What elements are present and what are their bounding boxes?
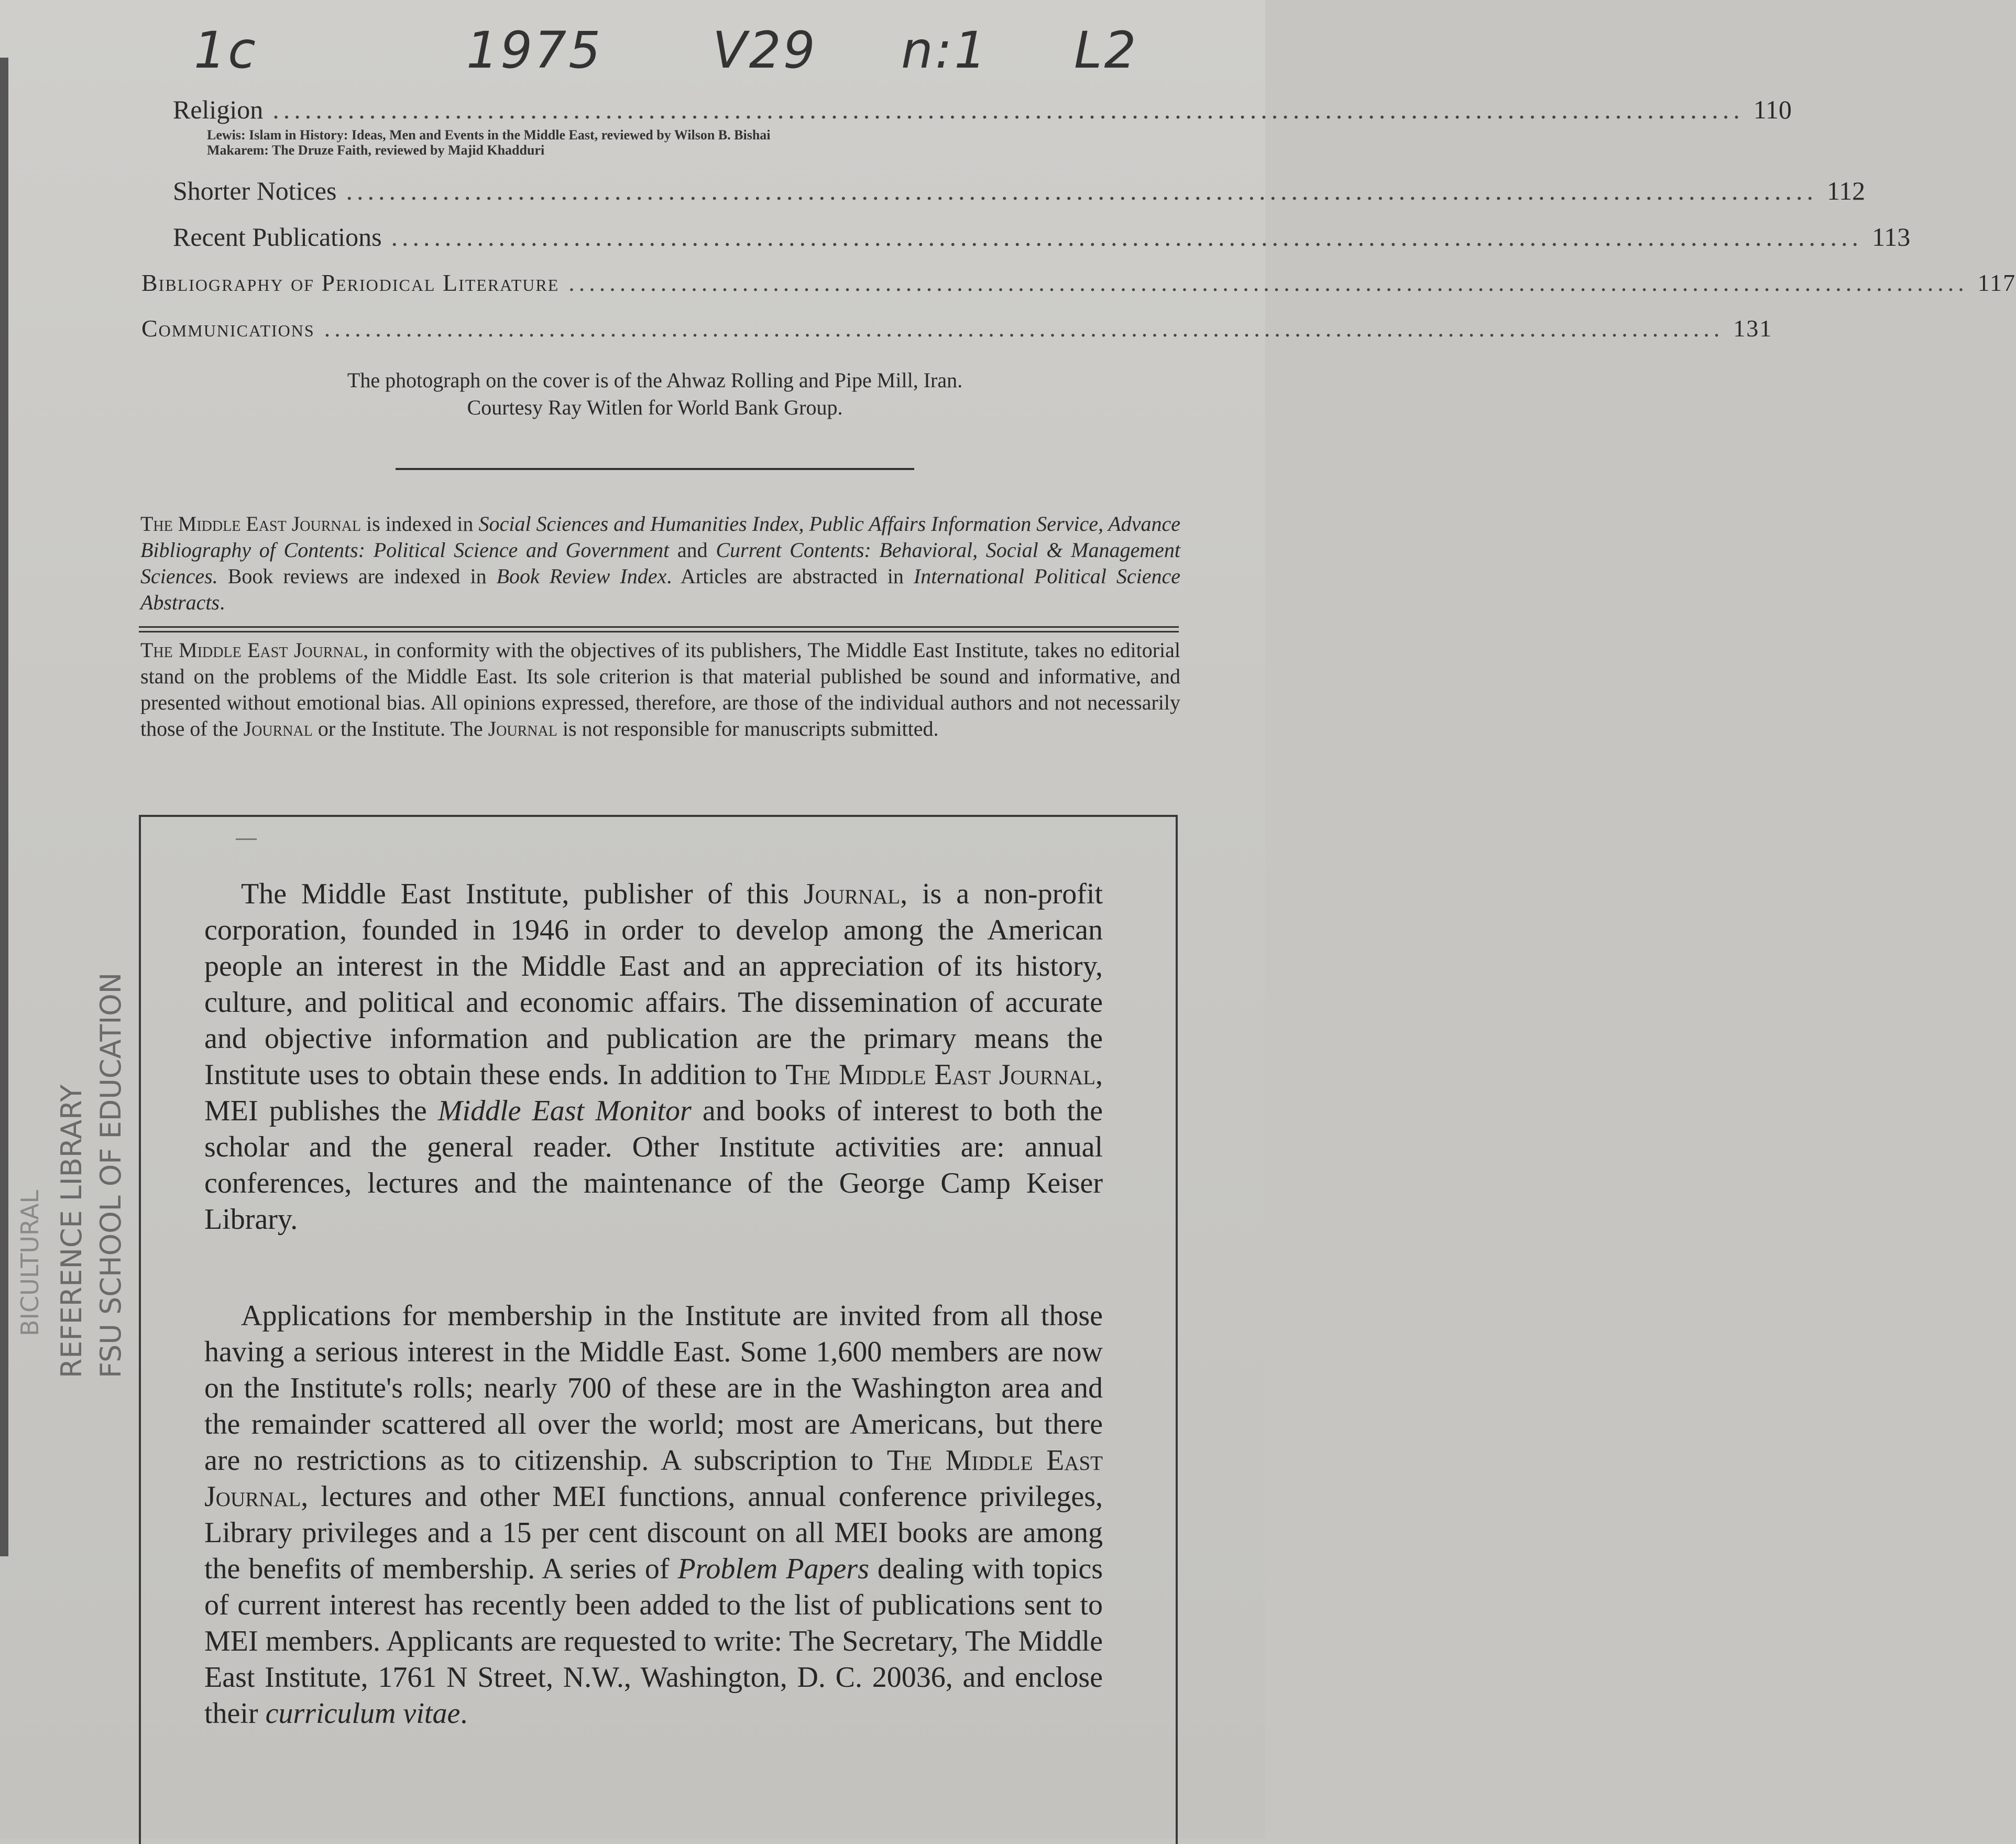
journal-name: The Middle East Journal [140, 638, 364, 662]
toc-page-number: 112 [1826, 176, 1866, 205]
leader-dots: ......................................................................................................................................... [272, 95, 1744, 124]
handwritten-note: L2 [1074, 21, 1138, 80]
journal-name: The Middle East Journal [204, 1444, 1103, 1513]
journal-name: The Middle East Journal [140, 512, 361, 536]
text-run: , MEI publishes the [204, 1059, 1103, 1127]
italic-run: curriculum vitae [265, 1697, 461, 1730]
handwritten-annotation [0, 16, 1265, 84]
toc-page-number: 117 [1977, 269, 2016, 296]
leader-dots: ......................................................................................................................................... [324, 315, 1724, 342]
stamp-line: REFERENCE LIBRARY [55, 1084, 88, 1378]
text-run: , is a non-profit corporation, founded in 1946 in order to develop among the American people an interest in the Middle East and an appreciation of its history, culture, and political and economic affairs. The dissemination of accurate and objective information and publication are the primary means the Institute uses to obtain these ends. In addition to [204, 878, 1103, 1091]
italic-run: Book Review Index [496, 564, 667, 588]
text-run: or the Institute. The [312, 717, 488, 740]
library-stamp [16, 972, 382, 1410]
text-run: is not responsible for manuscripts submitted. [557, 717, 939, 740]
box-mark [236, 838, 257, 840]
toc-label: Shorter Notices [173, 176, 337, 205]
text-run: . [220, 591, 225, 614]
scan-edge-bar [0, 58, 8, 1556]
toc-page-number: 113 [1872, 222, 1911, 252]
text-run: , in conformity with the objectives of its publishers, The Middle East Institute, takes no editorial stand on the problems of the Middle East. Its sole criterion is that material published be sound and informative, and presented without emotional bias. All opinions expressed, therefore, are those of the individual authors and not necessarily those of the [140, 638, 1181, 740]
toc-entry-recent-publications [173, 222, 1911, 252]
journal-word: Journal [488, 717, 557, 740]
toc-review-entry: Lewis: Islam in History: Ideas, Men and Events in the Middle East, reviewed by Wilson B. Bishai [207, 127, 771, 143]
text-run: Applications for membership in the Institute are invited from all those having a serious interest in the Middle East. Some 1,600 members are now on the Institute's rolls; nearly 700 of these are in the Washington area and the remainder scattered all over the world; most are Americans, but there are no restrictions as to citizenship. A subscription to [204, 1300, 1103, 1477]
text-run: and [669, 538, 716, 562]
leader-dots: ......................................................................................................................................... [391, 222, 1863, 252]
journal-word: Journal [243, 717, 313, 740]
caption-line: The photograph on the cover is of the Ahwaz Rolling and Pipe Mill, Iran. [347, 368, 963, 392]
toc-page-number: 131 [1733, 315, 1773, 342]
cover-caption [210, 367, 1100, 421]
text-run: is indexed in [360, 512, 479, 536]
double-rule-top [139, 626, 1179, 628]
caption-line: Courtesy Ray Witlen for World Bank Group. [467, 396, 843, 419]
italic-run: Problem Papers [677, 1553, 869, 1585]
toc-page-number: 110 [1753, 95, 1792, 124]
toc-label: Religion [173, 95, 264, 124]
toc-label: Bibliography of Periodical Literature [141, 269, 560, 296]
italic-run: International Political Science Abstracts [140, 564, 1180, 614]
toc-review-entry: Makarem: The Druze Faith, reviewed by Majid Khadduri [207, 143, 545, 158]
toc-entry-religion [173, 94, 1792, 125]
index-note [140, 511, 1180, 616]
leader-dots: ......................................................................................................................................... [568, 269, 1968, 296]
text-run: , lectures and other MEI functions, annual conference privileges, Library privileges and a 15 per cent discount on all MEI books are among the benefits of membership. A series of [204, 1480, 1103, 1585]
handwritten-note: V29 [713, 21, 817, 80]
section-divider [396, 468, 914, 470]
toc-label: Recent Publications [173, 222, 382, 252]
text-run: dealing with topics of current interest has recently been added to the list of publications sent to MEI members. Applicants are requested to write: The Secretary, The Middle East Institute, 1761 N Street, N.W., Washington, D. C. 20036, and enclose their [204, 1553, 1103, 1730]
toc-entry-communications [141, 314, 1773, 342]
stamp-line: BICULTURAL [16, 1190, 44, 1336]
stamp-line: FSU SCHOOL OF EDUCATION [94, 972, 127, 1378]
journal-word: Journal [803, 878, 901, 910]
double-rule-bottom [139, 631, 1179, 632]
journal-name: The Middle East Journal [785, 1059, 1096, 1091]
leader-dots: ......................................................................................................................................... [346, 176, 1817, 205]
text-run: . [460, 1697, 468, 1730]
italic-run: Middle East Monitor [437, 1095, 692, 1127]
toc-entry-shorter-notices [173, 176, 1866, 206]
italic-run: Current Contents: Behavioral, Social & Management Sciences. [140, 538, 1180, 588]
text-run: The Middle East Institute, publisher of this [241, 878, 804, 910]
handwritten-note: 1c [194, 21, 258, 80]
text-run: and books of interest to both the scholar and the general reader. Other Institute activities are: annual conferences, lectures and the maintenance of the George Camp Keiser Library. [204, 1095, 1103, 1236]
toc-entry-bibliography [141, 269, 2016, 297]
handwritten-note: n:1 [901, 21, 989, 80]
italic-run: Social Sciences and Humanities Index, Public Affairs Information Service, Advance Bibliography of Contents: Political Science and Government [140, 512, 1180, 562]
policy-note [140, 637, 1180, 742]
text-run: Book reviews are indexed in [217, 564, 497, 588]
handwritten-note: 1975 [466, 21, 603, 80]
toc-label: Communications [141, 315, 315, 342]
text-run: . Articles are abstracted in [666, 564, 914, 588]
